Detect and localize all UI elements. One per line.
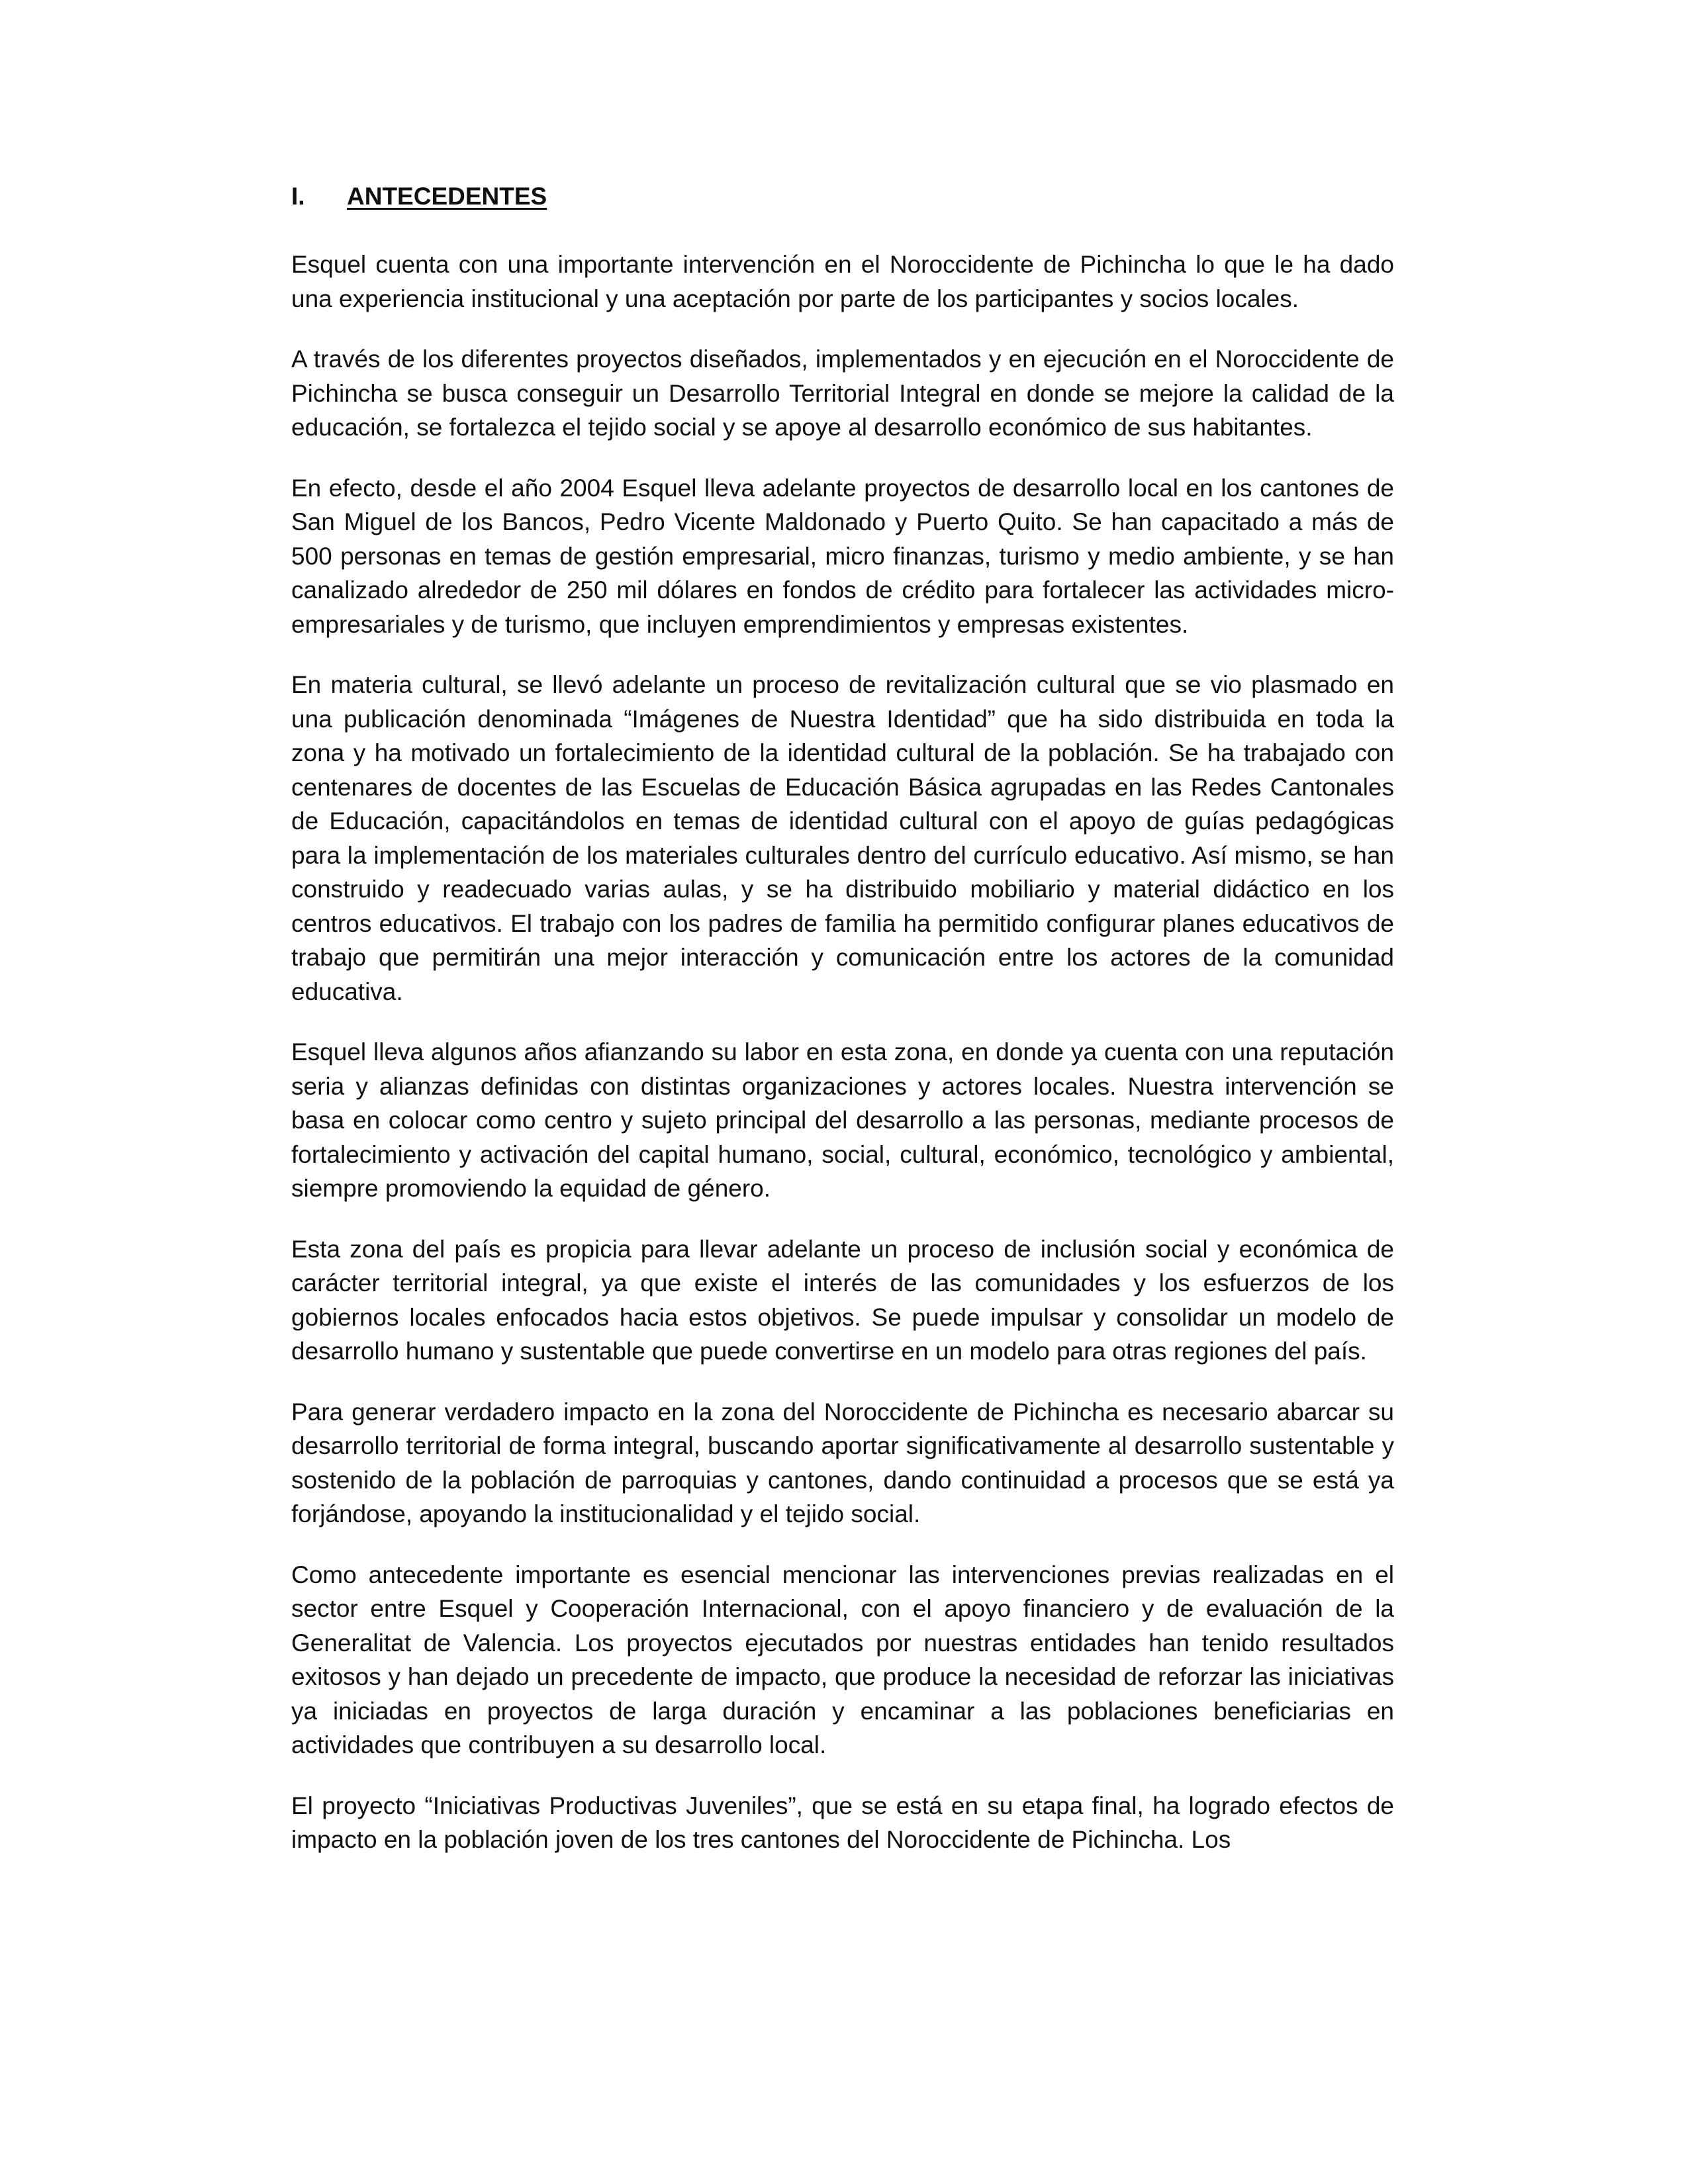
paragraph-since-2004: En efecto, desde el año 2004 Esquel lleva adelante proyectos de desarrollo local en los cantones de San Miguel de los Bancos, Pedro Vicente Maldonado y Puerto Quito. Se han capacitado a más de 500 personas en temas de gestión empresarial, micro finanzas, turismo y medio ambiente, y se han canalizado alrededor de 250 mil dólares en fondos de crédito para fortalecer las actividades micro-empresariales y de turismo, que incluyen emprendimientos y empresas existentes.: [291, 474, 1394, 638]
paragraph-reputation: Esquel lleva algunos años afianzando su labor en esta zona, en donde ya cuenta con una reputación seria y alianzas definidas con distintas organizaciones y actores locales. Nuestra intervención se basa en colocar como centro y sujeto principal del desarrollo a las personas, mediante procesos de fortalecimiento y activación del capital humano, social, cultural, económico, tecnológico y ambiental, siempre promoviendo la equidad de género.: [291, 1038, 1394, 1202]
document-body: [291, 180, 1394, 1884]
paragraph-impact: Para generar verdadero impacto en la zona del Noroccidente de Pichincha es necesario abarcar su desarrollo territorial de forma integral, buscando aportar significativamente al desarrollo sustentable y sostenido de la población de parroquias y cantones, dando continuidad a procesos que se está ya forjándose, apoyando la institucionalidad y el tejido social.: [291, 1398, 1394, 1527]
section-title: ANTECEDENTES: [347, 183, 547, 210]
section-number: I.: [291, 183, 305, 210]
paragraph-projects: A través de los diferentes proyectos diseñados, implementados y en ejecución en el Noroccidente de Pichincha se busca conseguir un Desarrollo Territorial Integral en donde se mejore la calidad de la educación, se fortalezca el tejido social y se apoye al desarrollo económico de sus habitantes.: [291, 345, 1394, 441]
paragraph-intro: Esquel cuenta con una importante intervención en el Noroccidente de Pichincha lo que le ha dado una experiencia institucional y una aceptación por parte de los participantes y socios locales.: [291, 251, 1394, 312]
paragraph-cultural: En materia cultural, se llevó adelante un proceso de revitalización cultural que se vio plasmado en una publicación denominada “Imágenes de Nuestra Identidad” que ha sido distribuida en toda la zona y ha motivado un fortalecimiento de la identidad cultural de la población. Se ha trabajado con centenares de docentes de las Escuelas de Educación Básica agrupadas en las Redes Cantonales de Educación, capacitándolos en temas de identidad cultural con el apoyo de guías pedagógicas para la implementación de los materiales culturales dentro del currículo educativo. Así mismo, se han construido y readecuado varias aulas, y se ha distribuido mobiliario y material didáctico en los centros educativos. El trabajo con los padres de familia ha permitido configurar planes educativos de trabajo que permitirán una mejor interacción y comunicación entre los actores de la comunidad educativa.: [291, 671, 1394, 1005]
section-heading: [291, 180, 1394, 213]
paragraph-prior-interventions: Como antecedente importante es esencial mencionar las intervenciones previas realizadas en el sector entre Esquel y Cooperación Internacional, con el apoyo financiero y de evaluación de la Generalitat de Valencia. Los proyectos ejecutados por nuestras entidades han tenido resultados exitosos y han dejado un precedente de impacto, que produce la necesidad de reforzar las iniciativas ya iniciadas en proyectos de larga duración y encaminar a las poblaciones beneficiarias en actividades que contribuyen a su desarrollo local.: [291, 1561, 1394, 1758]
paragraph-inclusion: Esta zona del país es propicia para llevar adelante un proceso de inclusión social y económica de carácter territorial integral, ya que existe el interés de las comunidades y los esfuerzos de los gobiernos locales enfocados hacia estos objetivos. Se puede impulsar y consolidar un modelo de desarrollo humano y sustentable que puede convertirse en un modelo para otras regiones del país.: [291, 1235, 1394, 1365]
paragraph-youth-initiatives: El proyecto “Iniciativas Productivas Juveniles”, que se está en su etapa final, ha logrado efectos de impacto en la población joven de los tres cantones del Noroccidente de Pichincha. Los: [291, 1792, 1394, 1853]
